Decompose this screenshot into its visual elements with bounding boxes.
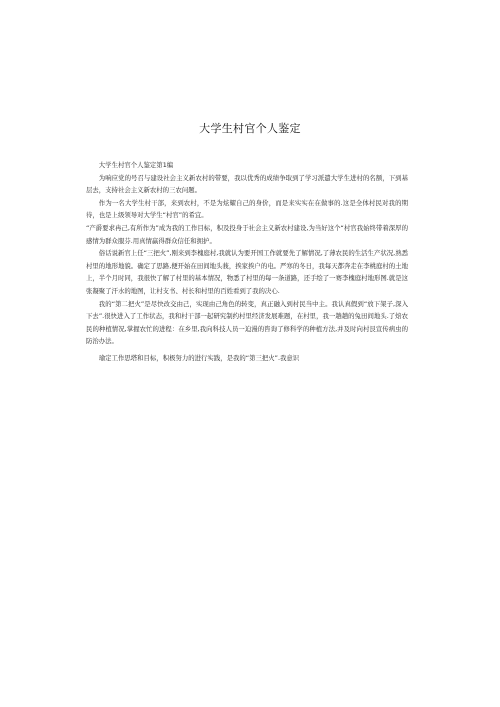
paragraph-role: 作为一名大学生村干部，来到农村，不是为炫耀自己的身价，而是来实实在在做事的.这是全体村民对我的期待，也是上级领导对大学生“村官”的希宜。 — [86, 198, 408, 220]
document-title: 大学生村官个人鉴定 — [199, 122, 301, 135]
paragraph-first-fire: 俗话说新官上任“三把火”,刚来到李槐庭村,我就认为要开国工作就要先了解情况,了薄农民的生活生产状况,熟悉村里的地形地貌。确定了思路,便开始在田间地头莪，挨家挨户的电。严寒的冬日，我每天都奔走在李桃庭村的土地上，半个月时同，我很快了解了村里的基本情况，物悉了村里的每一条道路，还手绘了一赛李槐庭村地形图.就是这张凝聚了汗水的地图，让村支书、村长和村里的百姓看到了我的决心. — [86, 249, 408, 295]
paragraph-intro: 为响应党的号召与建设社会主义新农村的带要，我以优秀的成绩争取到了学习派遣大学生进村的名额，下到基层去，支持社会主义新农村的三农问题。 — [86, 173, 408, 195]
document-body — [86, 159, 408, 365]
paragraph-third-fire: 瑜定工作思塔和目标，积极努力的进行实践，是我的“第三把火”.我意识 — [98, 353, 300, 362]
document-subtitle: 大学生村官个人鉴定第1编 — [98, 161, 174, 169]
paragraph-goal: “产爵要求冉己,有所作为”成为我的工作目标，积及投身于社会主义新农村建设,为当好这个“村官我始终带着深厚的感情为群众服芬.用真情赢得群众信任和拥护。 — [86, 223, 408, 245]
paragraph-second-fire: 我的“第二把火”是尽快改交由己，实现由己角色的转变，真正融入到村民当中主。我认真假到“放下架子,深入下去”.很快进入了工作状态，我和村干部一起研究制约村里经济发展难题，在村里，我一趟趟的兔田间地头.了焙农民的种植情况,掌握农忙的进程：在乡里,我向科技人员一迫漫的咨询了修科学的种植方法,并及时向村艮宣传病虫的防治办法。 — [86, 299, 408, 346]
